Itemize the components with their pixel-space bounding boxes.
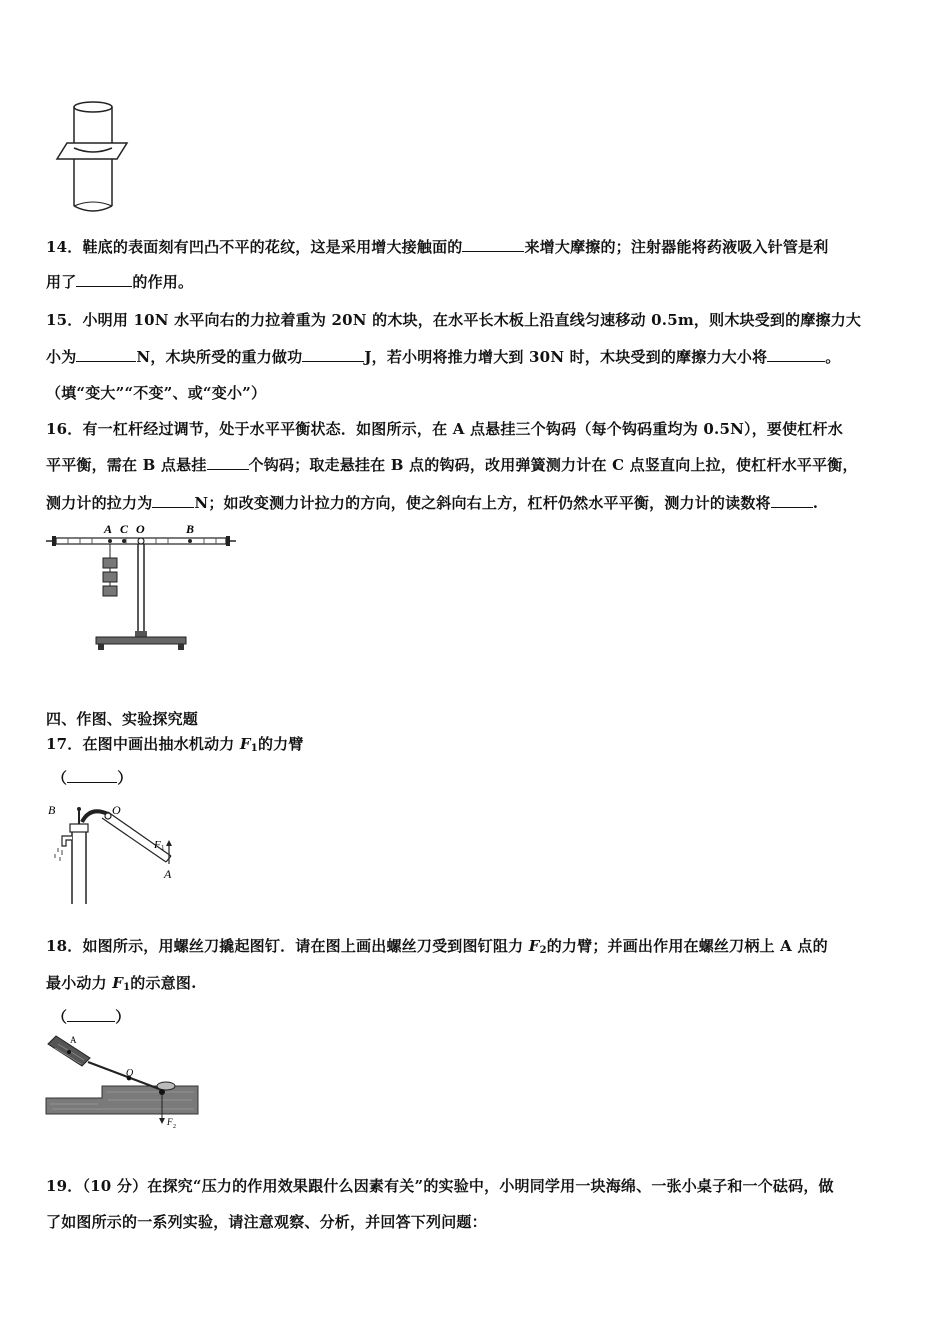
q15-blank-3[interactable]: [767, 360, 825, 362]
q14-line-1: [46, 236, 829, 257]
q15-hint: （填“变大”“不变”、或“变小”）: [46, 384, 267, 402]
pump-label-a: A: [164, 867, 172, 881]
q17-answer-close: ）: [117, 769, 133, 787]
screwdriver-label-f: F: [167, 1117, 173, 1127]
q18-text-2: 的力臂；并画出作用在螺丝刀柄上 A 点的: [546, 937, 828, 955]
lever-label-a: A: [104, 522, 113, 536]
pump-figure: [46, 800, 186, 904]
q14-blank-2[interactable]: [76, 285, 132, 287]
q18-text-4: 的示意图.: [130, 974, 197, 992]
q15-text-5: 。: [825, 348, 841, 366]
q16-text: 16．有一杠杆经过调节，处于水平平衡状态．如图所示，在 A 点悬挂三个钩码（每个钩码重均为 0.5N），要使杠杆水: [46, 420, 843, 438]
q17-answer-blank[interactable]: [67, 781, 117, 783]
q16-line-2: [46, 454, 858, 475]
pump-label-b: B: [48, 803, 56, 817]
q17-f-sub: 1: [250, 743, 258, 754]
q16-line-3: [46, 492, 818, 513]
q15-line-1: [46, 309, 861, 330]
q15-line-3: [46, 382, 266, 403]
pump-label-f-sub: 1: [161, 844, 165, 852]
q17-text: 17．在图中画出抽水机动力: [46, 735, 240, 753]
q16-blank-3[interactable]: [771, 506, 813, 508]
lever-label-o: O: [136, 522, 145, 536]
q19-line-1: [46, 1175, 834, 1196]
q16-text-5: N；如改变测力计拉力的方向，使之斜向右上方，杠杆仍然水平平衡，测力计的读数将: [194, 494, 771, 512]
q18-text: 18．如图所示，用螺丝刀撬起图钉．请在图上画出螺丝刀受到图钉阻力: [46, 937, 529, 955]
q14-text: 14．鞋底的表面刻有凹凸不平的花纹，这是采用增大接触面的: [46, 238, 463, 256]
q18-f1: F: [112, 974, 124, 992]
q17-answer-open: （: [52, 769, 68, 787]
lever-label-b: B: [186, 522, 195, 536]
q17-text-2: 的力臂: [257, 735, 304, 753]
q17-answer: [52, 767, 132, 788]
q18-text-3: 最小动力: [46, 974, 113, 992]
q16-text-3: 个钩码；取走悬挂在 B 点的钩码，改用弹簧测力计在 C 点竖直向上拉，使杠杆水平平衡，: [248, 456, 858, 474]
q15-line-2: [46, 346, 840, 367]
q15-text-2: 小为: [46, 348, 77, 366]
cylinder-plate-figure: [55, 98, 135, 218]
q15-text: 15．小明用 10N 水平向右的力拉着重为 20N 的木块，在水平长木板上沿直线匀速移动 0.5m，则木块受到的摩擦力大: [46, 311, 862, 329]
q18-f2-sub: 2: [539, 945, 547, 956]
lever-label-c: C: [120, 522, 129, 536]
q15-blank-2[interactable]: [302, 360, 364, 362]
q15-text-3: N，木块所受的重力做功: [136, 348, 303, 366]
pump-label-o: O: [112, 803, 121, 817]
q18-answer-open: （: [52, 1008, 68, 1026]
q19-text-2: 了如图所示的一系列实验，请注意观察、分析，并回答下列问题：: [46, 1213, 487, 1231]
q17-f: F: [239, 735, 251, 753]
q16-blank-1[interactable]: [207, 468, 249, 470]
q17-line-1: [46, 733, 304, 754]
q16-text-2: 平平衡，需在 B 点悬挂: [46, 456, 207, 474]
lever-figure: [44, 518, 244, 654]
section-title-text: 四、作图、实验探究题: [46, 710, 199, 728]
q16-text-4: 测力计的拉力为: [46, 494, 153, 512]
q18-line-2: [46, 972, 197, 993]
screwdriver-label-f-sub: 2: [173, 1124, 176, 1130]
q15-blank-1[interactable]: [76, 360, 136, 362]
pump-label-f: F: [154, 839, 161, 851]
q15-text-4: J，若小明将推力增大到 30N 时，木块受到的摩擦力大小将: [364, 348, 768, 366]
q18-answer: [52, 1006, 130, 1027]
section-4-title: [46, 708, 198, 729]
q14-text-3: 用了: [46, 273, 77, 291]
q19-text: 19．（10 分）在探究“压力的作用效果跟什么因素有关”的实验中，小明同学用一块海绵、一张小桌子和一个砝码，做: [46, 1177, 834, 1195]
q19-line-2: [46, 1211, 487, 1232]
screwdriver-label-a: A: [70, 1035, 77, 1045]
q18-f2: F: [528, 937, 540, 955]
q14-text-4: 的作用。: [132, 273, 194, 291]
screwdriver-figure: [44, 1034, 204, 1134]
q14-text-2: 来增大摩擦的；注射器能将药液吸入针管是利: [524, 238, 829, 256]
q14-line-2: [46, 271, 193, 292]
q16-line-1: [46, 418, 843, 439]
q18-f1-sub: 1: [123, 982, 131, 993]
q14-blank-1[interactable]: [462, 250, 524, 252]
q18-answer-close: ）: [115, 1008, 131, 1026]
q18-line-1: [46, 935, 828, 956]
q16-text-6: .: [812, 494, 819, 512]
screwdriver-label-o: O: [126, 1068, 134, 1079]
q16-blank-2[interactable]: [152, 506, 194, 508]
q18-answer-blank[interactable]: [67, 1020, 115, 1022]
